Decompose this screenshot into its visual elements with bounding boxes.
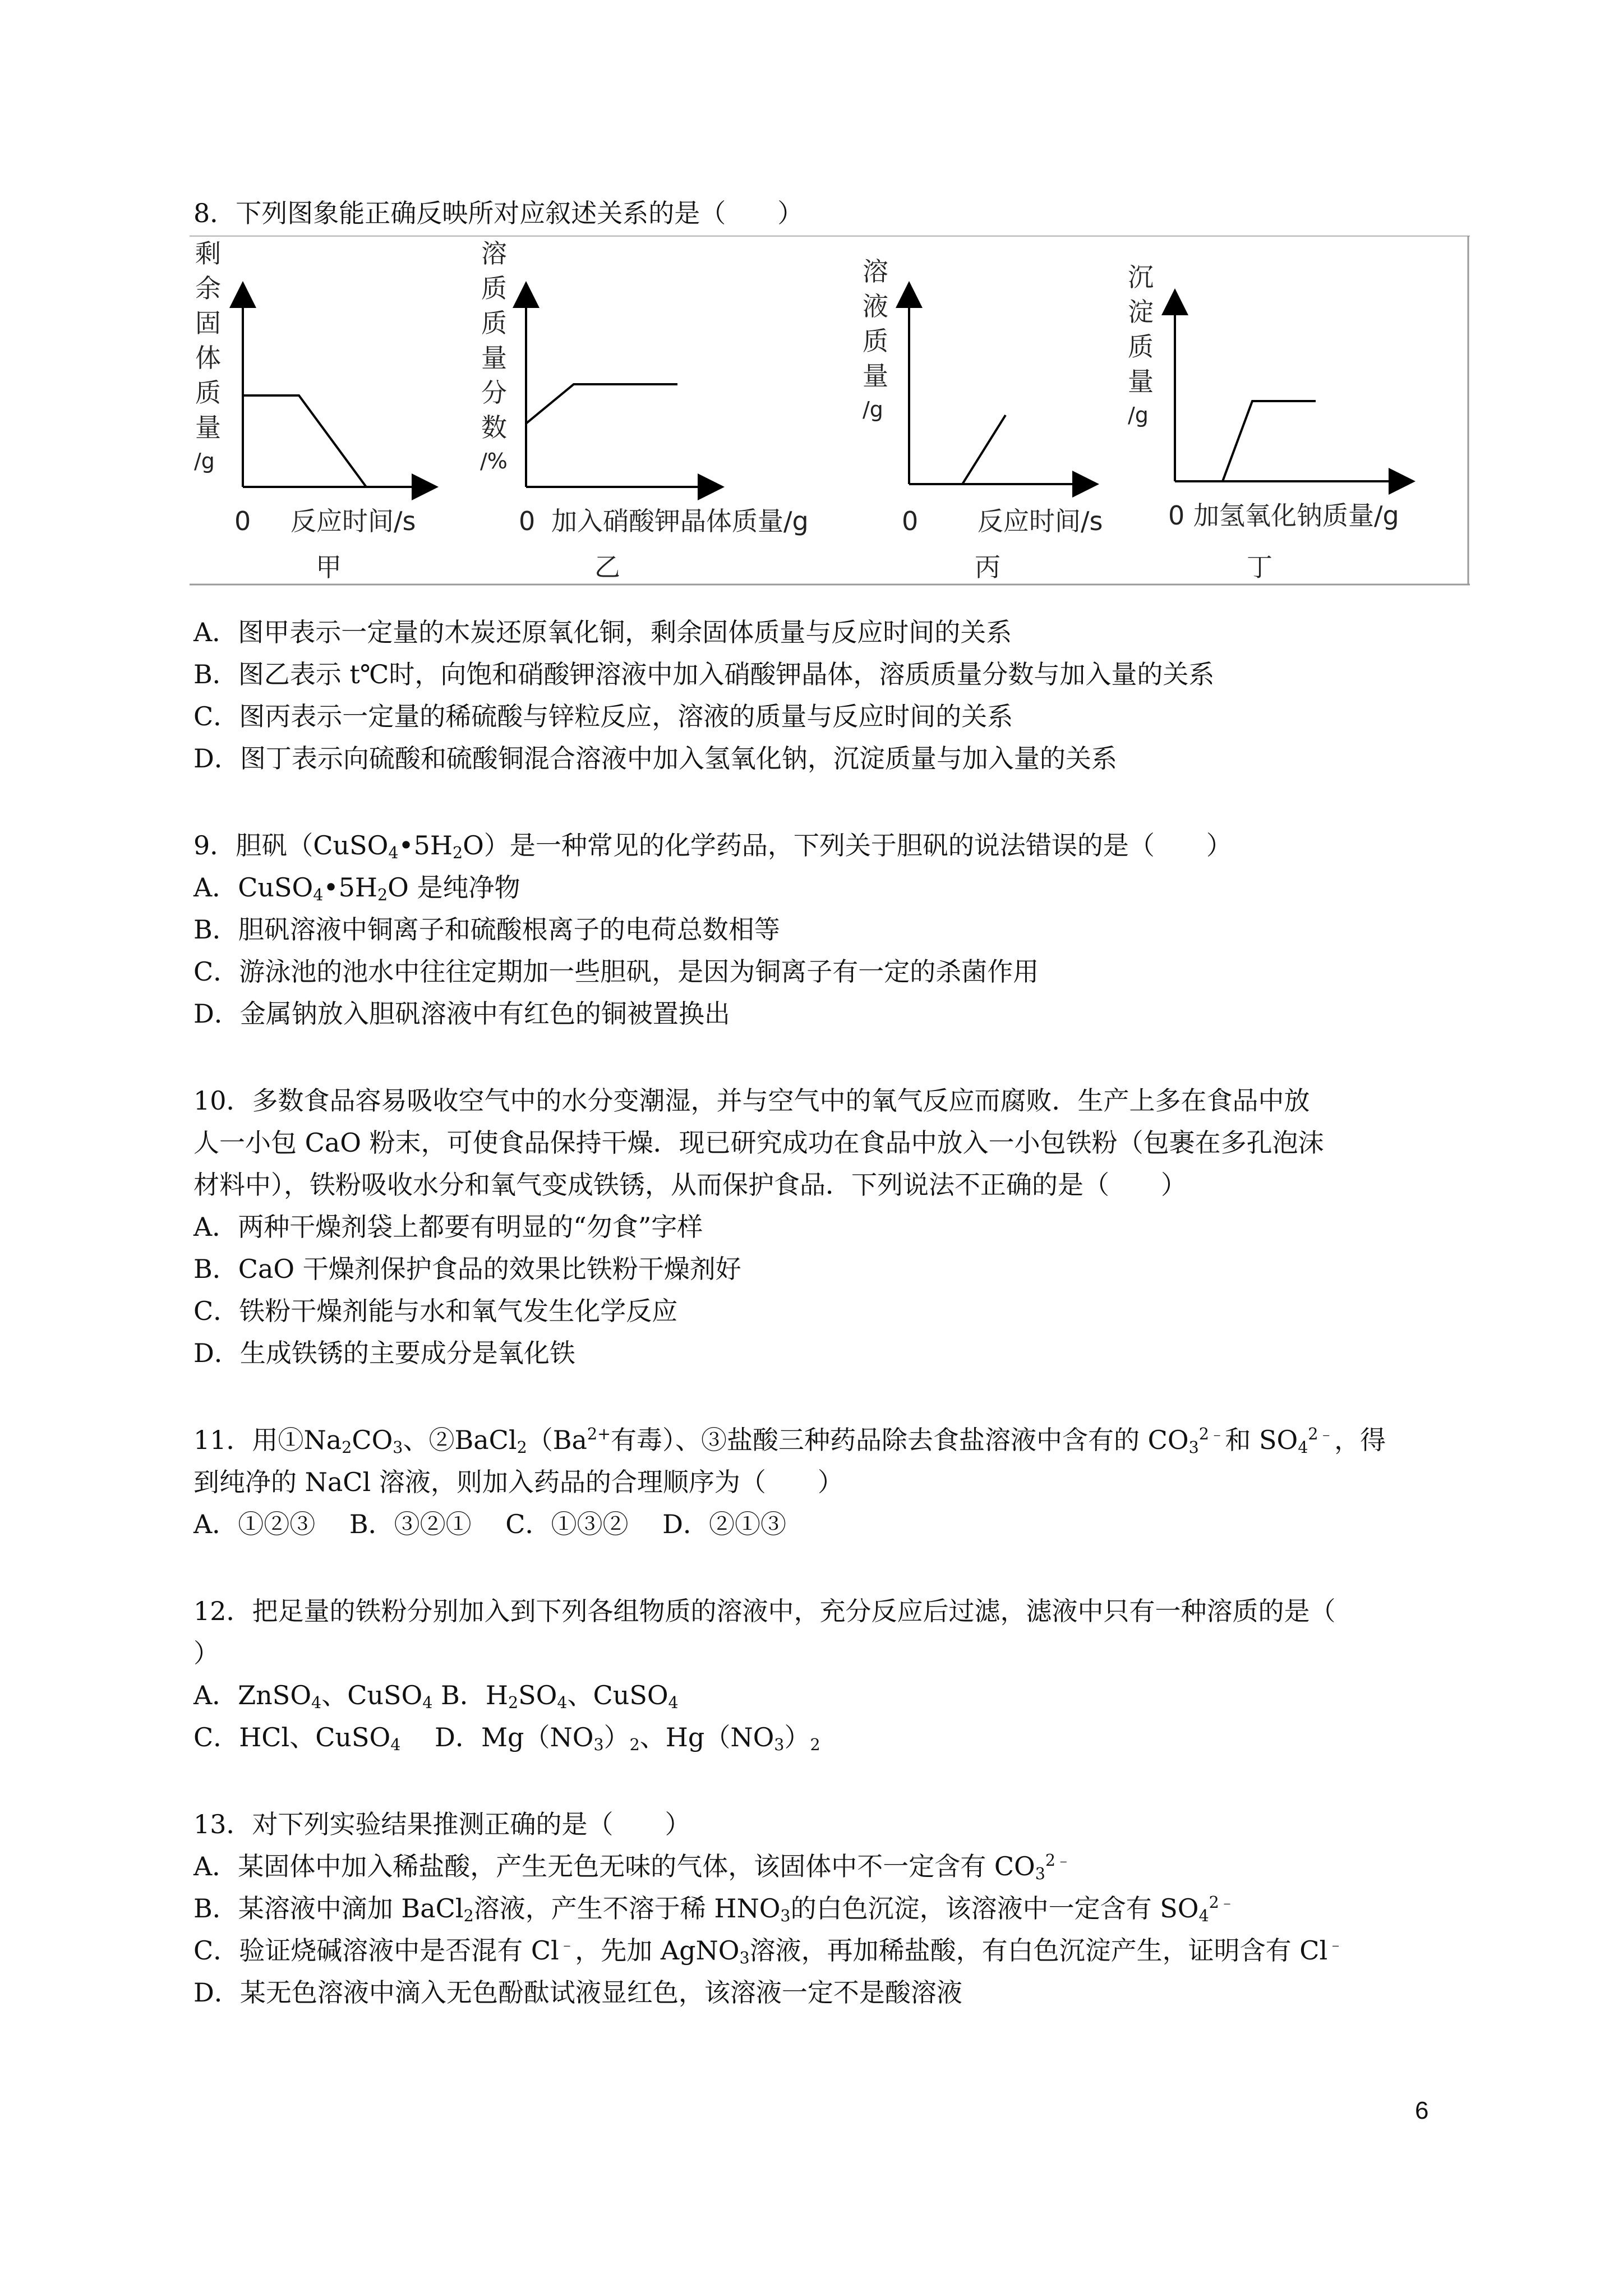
graph-ding xyxy=(1128,262,1402,582)
q12-options-ab: A．ZnSO$_4$、CuSO$_4$ B．$H_2SO_4$、CuSO$_4$ xyxy=(193,1680,679,1713)
graph-yi-ylabel-5: 分 xyxy=(481,378,507,408)
graph-jia-origin: 0 xyxy=(234,506,251,536)
graph-jia-curve xyxy=(243,395,366,487)
graph-jia-caption: 甲 xyxy=(316,552,342,582)
graph-ding-ylabel-1: 沉 xyxy=(1128,262,1154,292)
graph-bing-ylabel-1: 溶 xyxy=(863,256,888,287)
q10-option-a: A．两种干燥剂袋上都要有明显的“勿食”字样 xyxy=(193,1212,703,1242)
page-number: 6 xyxy=(1415,2097,1429,2124)
q9-option-a: A．$CuSO_4•5H_2O$ 是纯净物 xyxy=(193,872,520,905)
graph-jia-ylabel-5: 质 xyxy=(195,378,221,408)
graph-bing-curve xyxy=(962,415,1006,484)
q12-stem-line1: 12．把足量的铁粉分别加入到下列各组物质的溶液中，充分反应后过滤，滤液中只有一种溶质的是（ xyxy=(193,1596,1336,1626)
q8-graphs-svg xyxy=(190,236,1470,586)
q10-option-b: B．CaO 干燥剂保护食品的效果比铁粉干燥剂好 xyxy=(193,1254,741,1284)
q9-option-d: D．金属钠放入胆矾溶液中有红色的铜被置换出 xyxy=(193,999,730,1029)
q8-option-c: C．图丙表示一定量的稀硫酸与锌粒反应，溶液的质量与反应时间的关系 xyxy=(193,701,1013,731)
q8-option-d: D．图丁表示向硫酸和硫酸铜混合溶液中加入氢氧化钠，沉淀质量与加入量的关系 xyxy=(193,743,1117,774)
q10-stem-line2: 人一小包 CaO 粉末，可使食品保持干燥．现已研究成功在食品中放入一小包铁粉（包裹在多孔泡沫 xyxy=(193,1128,1324,1158)
q12-options-cd: C．HCl、CuSO$_4$ D．$Mg(NO_3)_2$、$Hg(NO_3)_2$ xyxy=(193,1722,820,1755)
q9-option-c: C．游泳池的池水中往往定期加一些胆矾，是因为铜离子有一定的杀菌作用 xyxy=(193,956,1039,987)
q8-option-b: B．图乙表示 t℃时，向饱和硝酸钾溶液中加入硝酸钾晶体，溶质质量分数与加入量的关系 xyxy=(193,659,1215,689)
graph-ding-caption: 丁 xyxy=(1247,552,1272,582)
q11-stem-line2: 到纯净的 NaCl 溶液，则加入药品的合理顺序为（ ） xyxy=(193,1467,843,1497)
graph-yi-xlabel: 加入硝酸钾晶体质量/g xyxy=(551,506,809,536)
q10-option-d: D．生成铁锈的主要成分是氧化铁 xyxy=(193,1338,575,1368)
graph-bing-ylabel-3: 质 xyxy=(863,326,888,356)
graph-bing-xlabel: 反应时间/s xyxy=(978,506,1103,536)
graph-yi-origin: 0 xyxy=(519,506,536,536)
graph-bing-caption: 丙 xyxy=(975,552,1000,582)
graph-bing-ylabel-2: 液 xyxy=(863,291,888,321)
q13-option-b: B．某溶液中滴加 BaCl$_2$溶液，产生不溶于稀 $HNO_3$的白色沉淀，该溶液中一定含有 $SO_4^{2﹣}$ xyxy=(193,1893,1235,1926)
q13-stem: 13．对下列实验结果推测正确的是（ ） xyxy=(193,1809,691,1839)
graph-ding-origin: 0 xyxy=(1168,500,1185,531)
q8-option-a: A．图甲表示一定量的木炭还原氧化铜，剩余固体质量与反应时间的关系 xyxy=(193,617,1012,647)
q10-stem-line3: 材料中），铁粉吸收水分和氧气变成铁锈，从而保护食品．下列说法不正确的是（ ） xyxy=(193,1170,1187,1200)
graph-bing-origin: 0 xyxy=(902,506,919,536)
q9-stem: 9．胆矾$(CuSO_4•5H_2O)$是一种常见的化学药品，下列关于胆矾的说法错误的是（ ） xyxy=(193,830,1232,863)
graph-jia-ylabel-4: 体 xyxy=(195,343,221,373)
q8-graphs-figure xyxy=(190,236,1470,586)
graph-jia-ylabel-2: 余 xyxy=(195,273,221,303)
graph-bing xyxy=(863,256,1103,582)
graph-yi-curve xyxy=(526,384,677,424)
graph-yi-ylabel-2: 质 xyxy=(481,273,507,303)
q10-stem-line1: 10．多数食品容易吸收空气中的水分变潮湿，并与空气中的氧气反应而腐败．生产上多在食品中放 xyxy=(193,1085,1310,1116)
graph-yi-ylabel-4: 量 xyxy=(481,343,507,373)
q9-option-b: B．胆矾溶液中铜离子和硫酸根离子的电荷总数相等 xyxy=(193,914,780,945)
graph-jia-xlabel: 反应时间/s xyxy=(291,506,416,536)
q13-option-c: C．验证烧碱溶液中是否混有 Cl﹣，先加 AgNO$_3$溶液，再加稀盐酸，有白色沉淀产生，证明含有 Cl﹣ xyxy=(193,1935,1344,1968)
graph-jia-ylabel-6: 量 xyxy=(195,412,221,443)
graph-ding-ylabel-3: 质 xyxy=(1128,332,1154,362)
q10-option-c: C．铁粉干燥剂能与水和氧气发生化学反应 xyxy=(193,1296,678,1326)
q13-option-d: D．某无色溶液中滴入无色酚酞试液显红色，该溶液一定不是酸溶液 xyxy=(193,1977,962,2008)
graph-ding-xlabel: 加氢氧化钠质量/g xyxy=(1193,500,1399,531)
graph-yi xyxy=(480,238,809,582)
q13-option-a: A．某固体中加入稀盐酸，产生无色无味的气体，该固体中不一定含有 $CO_3^{2﹣}$ xyxy=(193,1851,1072,1884)
graph-ding-ylabel-unit: /g xyxy=(1128,403,1149,427)
graph-bing-ylabel-unit: /g xyxy=(863,397,883,422)
q12-stem-line2: ） xyxy=(193,1638,219,1668)
graph-yi-caption: 乙 xyxy=(594,552,620,582)
graph-ding-ylabel-4: 量 xyxy=(1128,366,1154,397)
graph-yi-ylabel-6: 数 xyxy=(481,412,507,443)
graph-yi-ylabel-3: 质 xyxy=(481,308,507,338)
graph-jia xyxy=(194,238,425,582)
graph-yi-ylabel-1: 溶 xyxy=(481,238,507,269)
graph-yi-ylabel-unit: /% xyxy=(480,449,508,473)
graph-jia-ylabel-unit: /g xyxy=(194,449,215,473)
q11-stem-line1: 11．用$①Na_2CO_3$、$②BaCl_2(Ba^{2+}$有毒）、③盐酸三种药品除去食盐溶液中含有的 $CO_3^{2﹣}$和 $SO_4^{2﹣}$，得 xyxy=(193,1424,1386,1457)
graph-ding-ylabel-2: 淀 xyxy=(1128,297,1154,327)
graph-jia-ylabel-1: 剩 xyxy=(195,238,221,269)
graph-bing-ylabel-4: 量 xyxy=(863,361,888,391)
q11-options: A．①②③ B．③②① C．①③② D．②①③ xyxy=(193,1509,786,1539)
graph-jia-ylabel-3: 固 xyxy=(195,308,221,338)
graph-ding-curve xyxy=(1223,401,1316,481)
q8-stem: 8．下列图象能正确反映所对应叙述关系的是（ ） xyxy=(193,198,804,228)
